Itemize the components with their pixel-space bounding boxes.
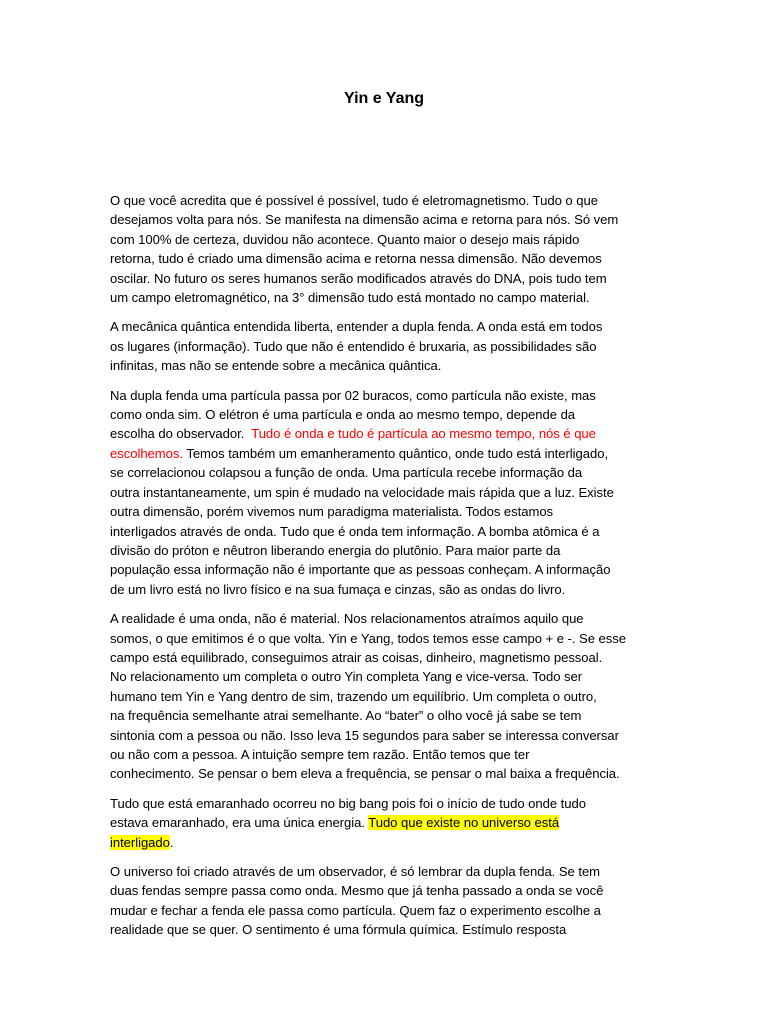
text-line: mudar e fechar a fenda ele passa como partícula. Quem faz o experimento escolhe a [110, 902, 601, 918]
text-line [110, 424, 658, 443]
text-line: somos, o que emitimos é o que volta. Yin e Yang, todos temos esse campo + e -. Se esse [110, 630, 626, 646]
text-line: desejamos volta para nós. Se manifesta na dimensão acima e retorna para nós. Só vem [110, 212, 619, 228]
text-segment: . [169, 834, 174, 850]
text-line: sintonia com a pessoa ou não. Isso leva 15 segundos para saber se interessa conversar [110, 727, 619, 743]
text-segment: escolha do observador. [110, 426, 252, 442]
text-line: conhecimento. Se pensar o bem eleva a frequência, se pensar o mal baixa a frequência. [110, 766, 620, 782]
text-line: outra instantaneamente, um spin é mudado na velocidade mais rápida que a luz. Existe [110, 484, 614, 500]
text-line [110, 444, 658, 463]
text-line: com 100% de certeza, duvidou não acontece. Quanto maior o desejo mais rápido [110, 231, 580, 247]
text-line: ou não com a pessoa. A intuição sempre tem razão. Então temos que ter [110, 746, 530, 762]
text-line: A realidade é uma onda, não é material. Nos relacionamentos atraímos aquilo que [110, 611, 584, 627]
red-emphasis-text: escolhemos. [110, 445, 183, 461]
text-line: retorna, tudo é criado uma dimensão acima e retorna nessa dimensão. Não devemos [110, 251, 602, 267]
text-line: realidade que se quer. O sentimento é uma fórmula química. Estímulo resposta [110, 922, 567, 938]
paragraph-6 [110, 862, 658, 940]
highlighted-text: interligado [110, 834, 170, 850]
text-line: A mecânica quântica entendida liberta, entender a dupla fenda. A onda está em todos [110, 319, 603, 335]
text-line: humano tem Yin e Yang dentro de sim, trazendo um equilíbrio. Um completa o outro, [110, 688, 597, 704]
text-line: na frequência semelhante atrai semelhante. Ao “bater” o olho você já sabe se tem [110, 708, 582, 724]
text-line: O universo foi criado através de um observador, é só lembrar da dupla fenda. Se tem [110, 864, 601, 879]
paragraph-4 [110, 609, 658, 784]
text-line: campo está equilibrado, conseguimos atrair as coisas, dinheiro, magnetismo pessoal. [110, 649, 603, 665]
text-line: outra dimensão, porém vivemos num paradigma materialista. Todos estamos [110, 504, 554, 520]
text-line: como onda sim. O elétron é uma partícula e onda ao mesmo tempo, depende da [110, 407, 576, 423]
paragraph-1 [110, 191, 658, 307]
document-title: Yin e Yang [343, 90, 425, 107]
text-line: população essa informação não é importante que as pessoas conheçam. A informação [110, 562, 611, 578]
red-emphasis-text: Tudo é onda e tudo é partícula ao mesmo tempo, nós é que [251, 426, 596, 442]
text-line: os lugares (informação). Tudo que não é entendido é bruxaria, as possibilidades são [110, 338, 597, 354]
text-line: O que você acredita que é possível é possível, tudo é eletromagnetismo. Tudo o que [110, 193, 598, 208]
text-line: um campo eletromagnético, na 3° dimensão tudo está montado no campo material. [110, 290, 590, 306]
text-segment: estava emaranhado, era uma única energia. [110, 815, 369, 831]
highlighted-text: Tudo que existe no universo está [368, 815, 560, 831]
text-line: de um livro está no livro físico e na sua fumaça e cinzas, são as ondas do livro. [110, 581, 566, 597]
paragraph-5 [110, 794, 658, 852]
text-line [110, 833, 658, 852]
text-line: Na dupla fenda uma partícula passa por 02 buracos, como partícula não existe, mas [110, 387, 596, 403]
text-line [110, 813, 658, 832]
text-line: No relacionamento um completa o outro Yin completa Yang e vice-versa. Todo ser [110, 669, 583, 685]
paragraph-2 [110, 317, 658, 375]
text-line: divisão do próton e nêutron liberando energia do plutônio. Para maior parte da [110, 542, 561, 558]
text-line: oscilar. No futuro os seres humanos serão modificados através do DNA, pois tudo tem [110, 270, 607, 286]
paragraph-3 [110, 386, 658, 599]
text-line: infinitas, mas não se entende sobre a mecânica quântica. [110, 358, 442, 374]
document-body [110, 191, 658, 950]
text-line: se correlacionou colapsou a função de onda. Uma partícula recebe informação da [110, 465, 583, 481]
text-segment: Temos também um emanheramento quântico, onde tudo está interligado, [182, 445, 609, 461]
text-line: duas fendas sempre passa como onda. Mesmo que já tenha passado a onda se você [110, 883, 604, 899]
text-line: Tudo que está emaranhado ocorreu no big bang pois foi o início de tudo onde tudo [110, 795, 586, 811]
text-line: interligados através de onda. Tudo que é onda tem informação. A bomba atômica é a [110, 523, 600, 539]
